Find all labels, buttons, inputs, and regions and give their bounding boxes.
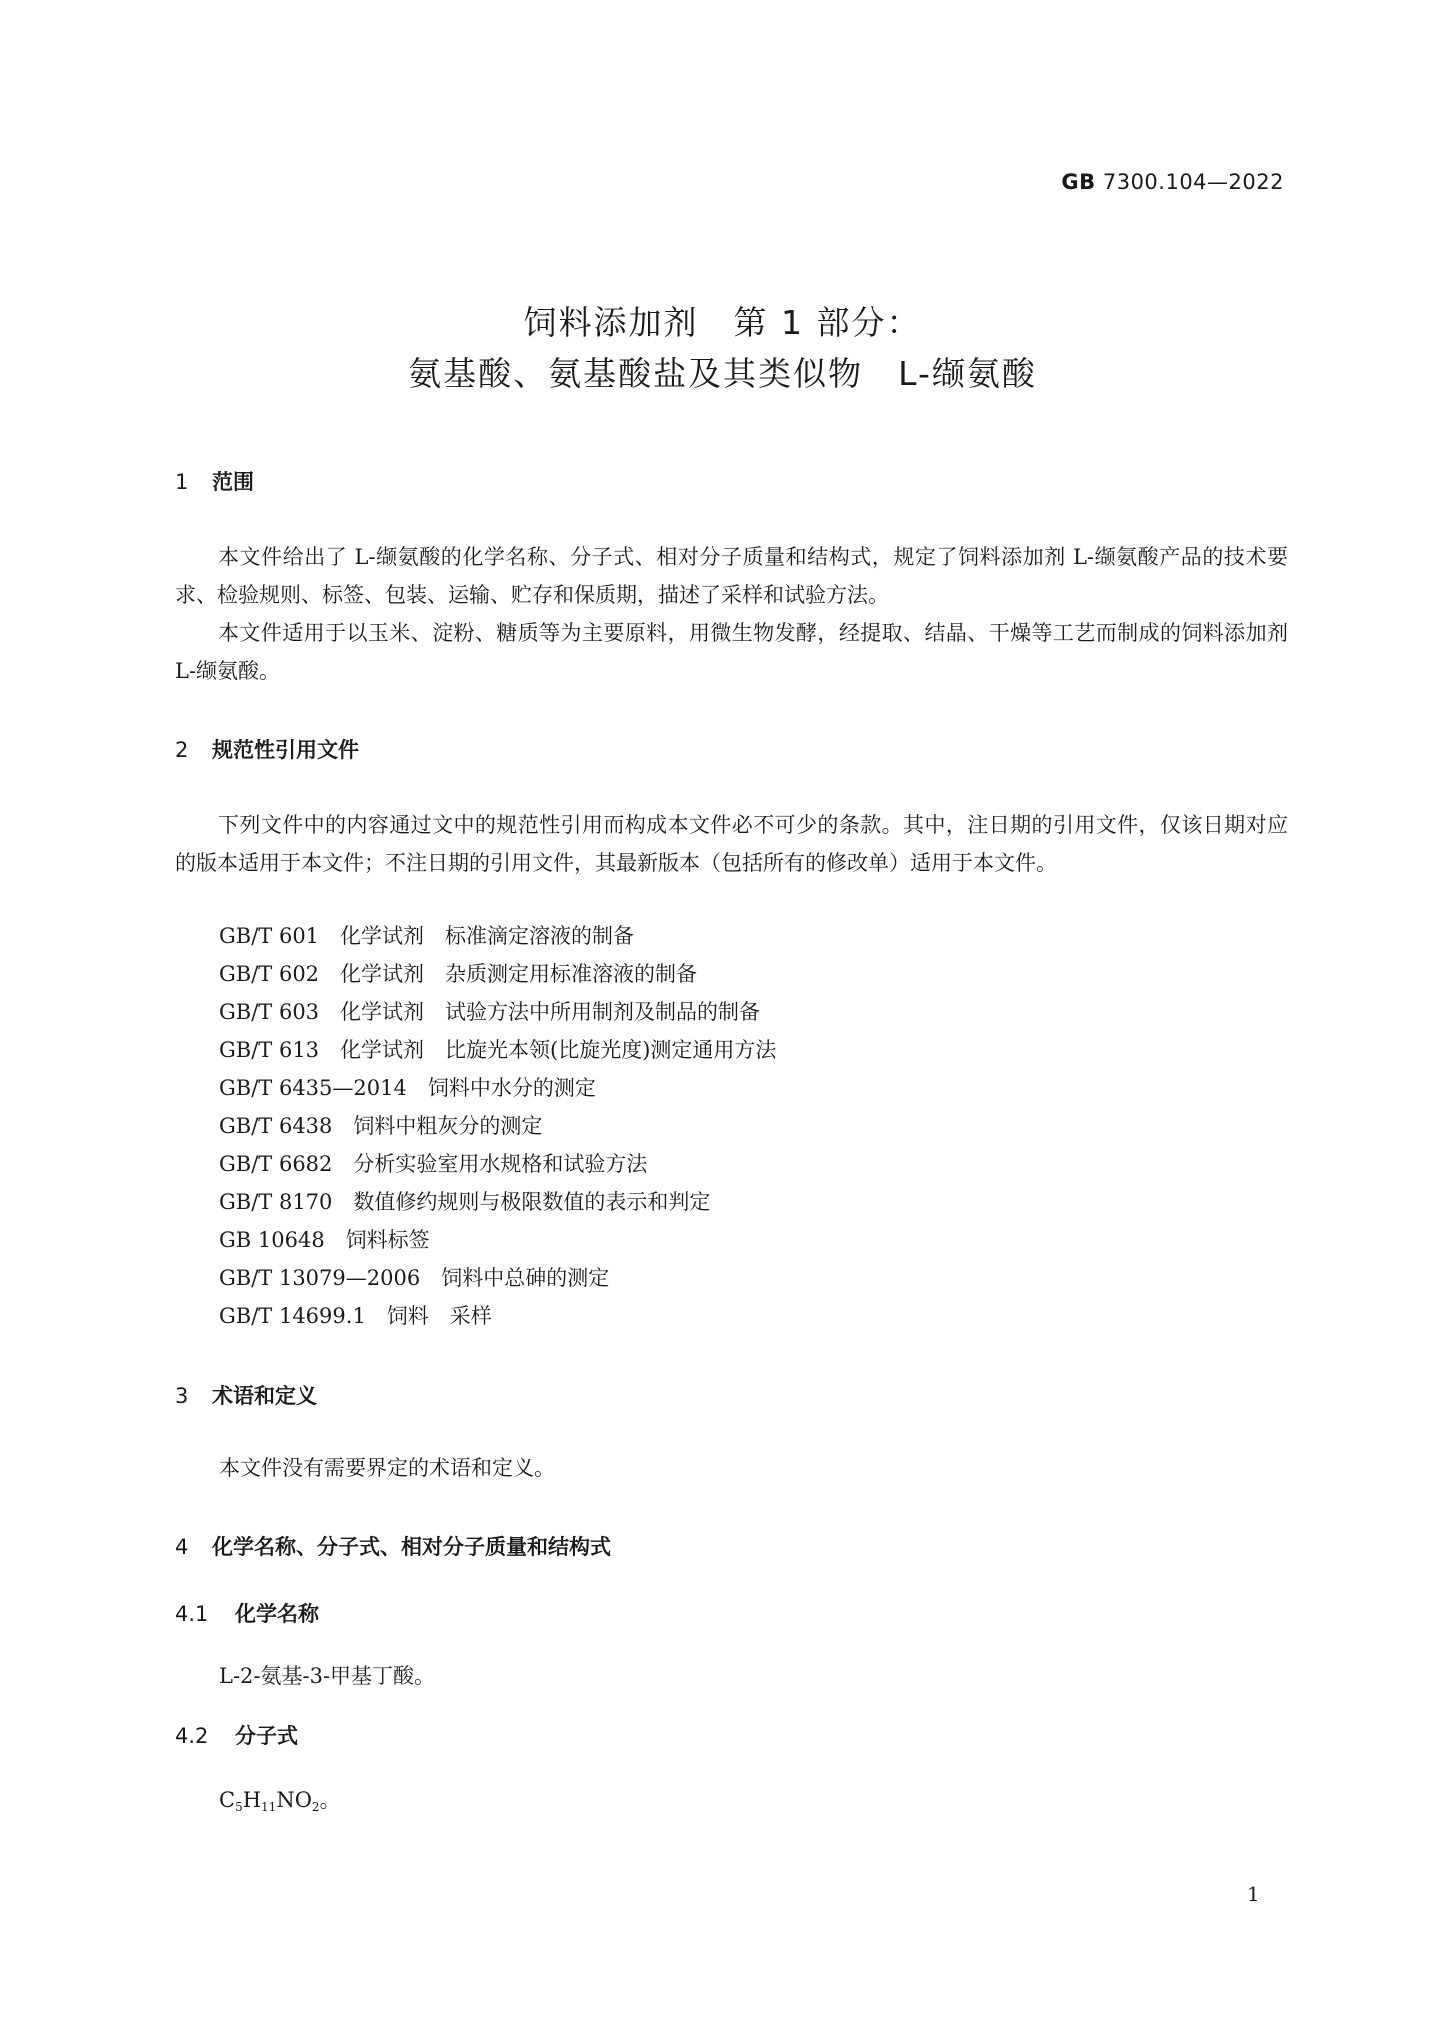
standard-code-prefix: GB	[1061, 170, 1096, 194]
reference-item: GB/T 8170 数值修约规则与极限数值的表示和判定	[219, 1190, 711, 1214]
section-title: 化学名称、分子式、相对分子质量和结构式	[212, 1535, 611, 1559]
section-1-heading	[175, 466, 254, 496]
reference-item: GB/T 603 化学试剂 试验方法中所用制剂及制品的制备	[219, 1000, 761, 1024]
section-1-paragraph-2: 本文件适用于以玉米、淀粉、糖质等为主要原料，用微生物发酵，经提取、结晶、干燥等工艺而制成的饲料添加剂 L-缬氨酸。	[175, 621, 1288, 683]
formula-element: C	[219, 1788, 236, 1812]
subsection-number: 4.1	[175, 1602, 209, 1626]
section-2-heading	[175, 734, 359, 764]
subsection-4-2-heading	[175, 1720, 298, 1750]
reference-item: GB/T 13079—2006 饲料中总砷的测定	[219, 1266, 610, 1290]
reference-item: GB/T 613 化学试剂 比旋光本领(比旋光度)测定通用方法	[219, 1038, 777, 1062]
reference-item: GB/T 6435—2014 饲料中水分的测定	[219, 1076, 596, 1100]
section-3-text: 本文件没有需要界定的术语和定义。	[219, 1456, 555, 1480]
standard-code-number: 7300.104—2022	[1102, 170, 1284, 194]
section-4-heading	[175, 1531, 611, 1561]
subsection-title: 化学名称	[235, 1602, 319, 1626]
formula-element: NO	[276, 1788, 312, 1812]
section-number: 4	[175, 1535, 189, 1559]
reference-item: GB/T 14699.1 饲料 采样	[219, 1304, 492, 1328]
document-title-line1: 饲料添加剂 第 1 部分：	[523, 303, 922, 342]
formula-subscript: 11	[261, 1800, 277, 1814]
section-number: 1	[175, 470, 189, 494]
reference-item: GB 10648 饲料标签	[219, 1228, 430, 1252]
section-number: 2	[175, 738, 189, 762]
section-2-intro: 下列文件中的内容通过文中的规范性引用而构成本文件必不可少的条款。其中，注日期的引用文件，仅该日期对应的版本适用于本文件；不注日期的引用文件，其最新版本（包括所有的修改单）适用于本文件。	[175, 813, 1288, 875]
formula-end: 。	[319, 1788, 341, 1812]
section-1-paragraph-1: 本文件给出了 L-缬氨酸的化学名称、分子式、相对分子质量和结构式，规定了饲料添加剂 L-缬氨酸产品的技术要求、检验规则、标签、包装、运输、贮存和保质期，描述了采样和试验方法。	[175, 545, 1288, 607]
reference-item: GB/T 601 化学试剂 标准滴定溶液的制备	[219, 924, 635, 948]
molecular-formula	[219, 1784, 341, 1814]
standard-code	[1061, 170, 1284, 194]
subsection-title: 分子式	[235, 1724, 298, 1748]
formula-subscript: 5	[235, 1800, 243, 1814]
section-title: 术语和定义	[212, 1384, 317, 1408]
reference-item: GB/T 602 化学试剂 杂质测定用标准溶液的制备	[219, 962, 698, 986]
section-number: 3	[175, 1384, 189, 1408]
page-number: 1	[1247, 1882, 1260, 1906]
subsection-number: 4.2	[175, 1724, 209, 1748]
chemical-name-text: L-2-氨基-3-甲基丁酸。	[219, 1664, 436, 1688]
reference-item: GB/T 6438 饲料中粗灰分的测定	[219, 1114, 543, 1138]
section-title: 范围	[212, 470, 254, 494]
section-title: 规范性引用文件	[212, 738, 359, 762]
reference-item: GB/T 6682 分析实验室用水规格和试验方法	[219, 1152, 648, 1176]
formula-subscript: 2	[311, 1800, 320, 1814]
formula-element: H	[242, 1788, 262, 1812]
section-3-heading	[175, 1380, 317, 1410]
document-title-line2: 氨基酸、氨基酸盐及其类似物 L-缬氨酸	[408, 354, 1037, 393]
subsection-4-1-heading	[175, 1598, 319, 1628]
